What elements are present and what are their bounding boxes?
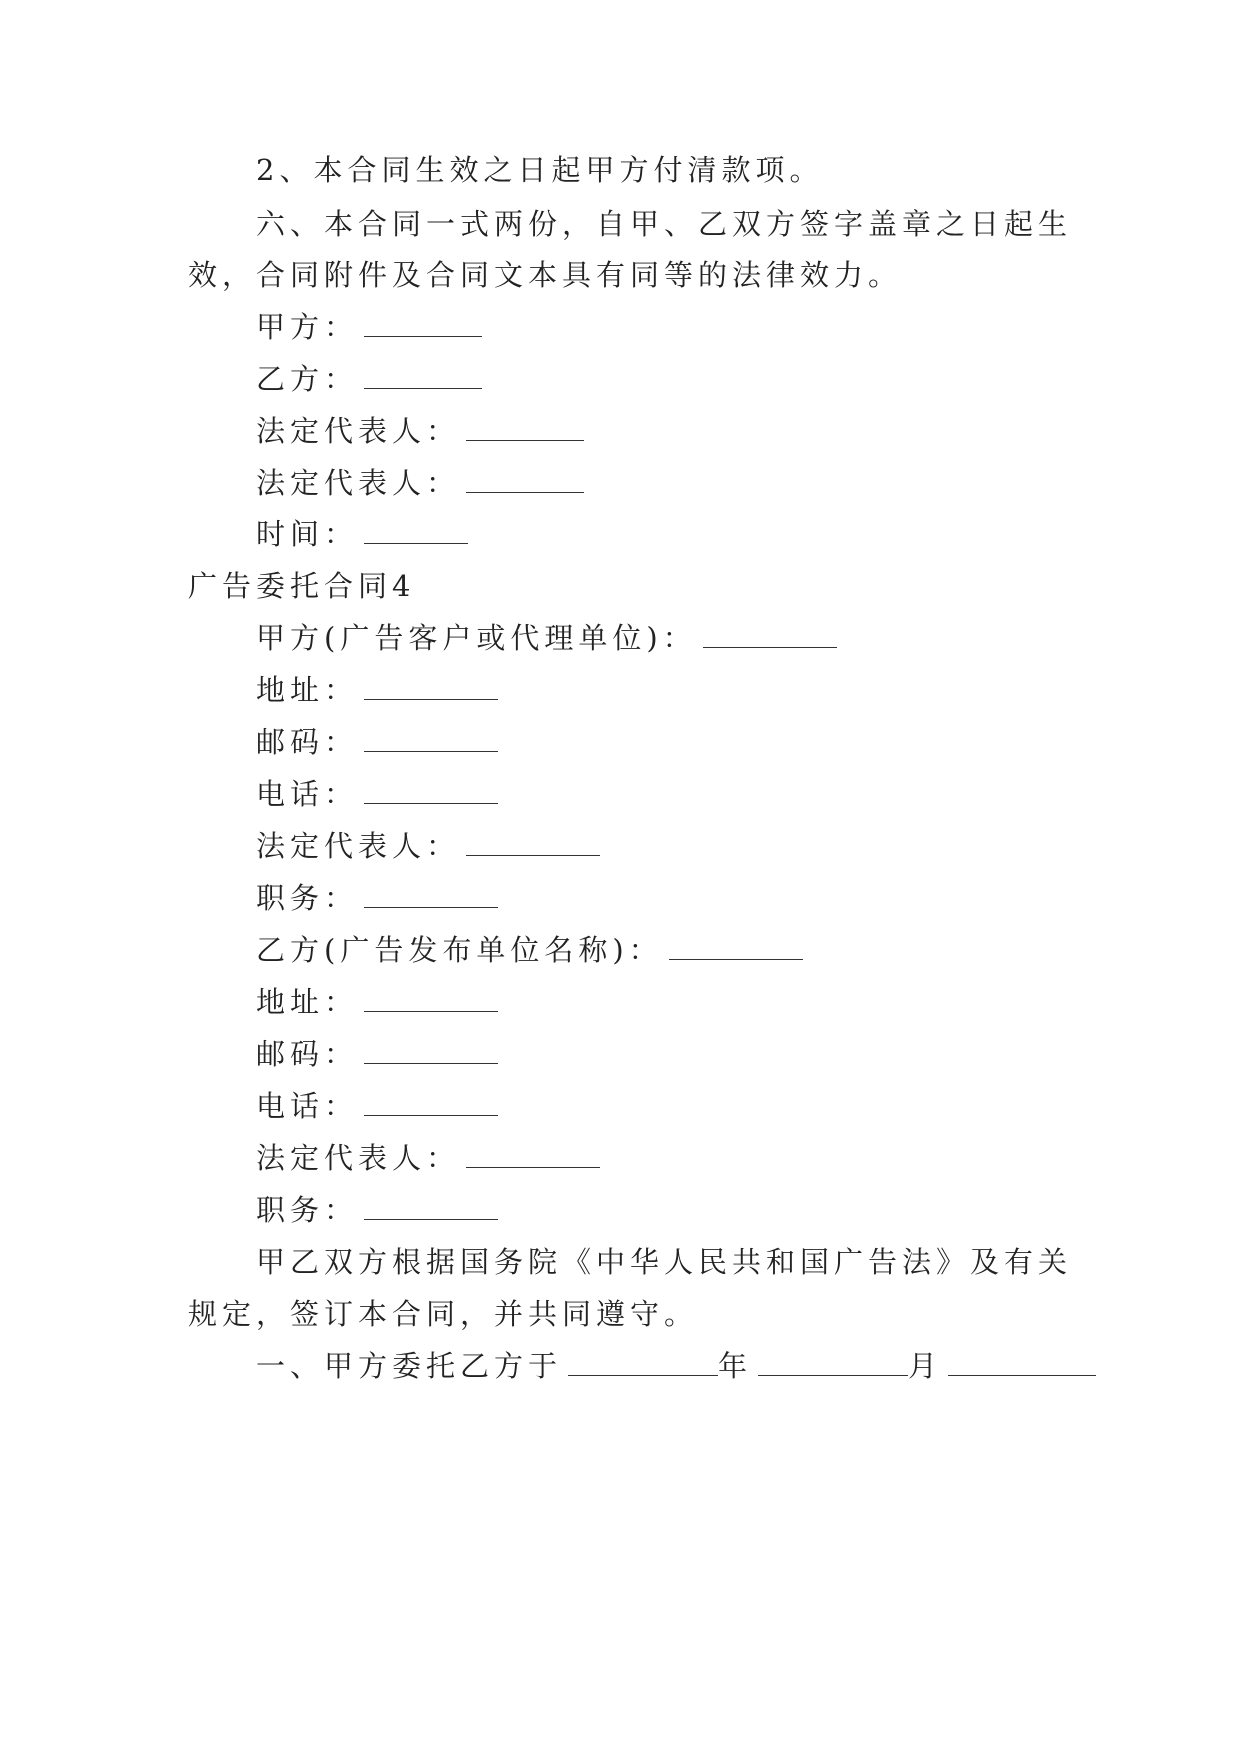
legal-rep-field-1 [0,411,1241,451]
blank-line [364,779,498,804]
heading-text: 广告委托合同4 [188,569,416,603]
field-label: 职务： [256,1193,359,1227]
field-label: 法定代表人： [256,1141,461,1175]
clause-2-payment [0,150,1241,190]
clause-text: 一、甲方委托乙方于 [256,1349,563,1383]
blank-line [466,831,600,856]
party-b-position-field [0,1190,1241,1230]
month-label: 月 [908,1349,943,1383]
date-field [0,514,1241,554]
party-b-legal-rep-field [0,1138,1241,1178]
blank-line [364,312,482,337]
field-label: 法定代表人： [256,414,461,448]
blank-line [758,1351,908,1376]
party-b-phone-field [0,1086,1241,1126]
blank-line [364,364,482,389]
blank-line [669,935,803,960]
legal-rep-field-2 [0,463,1241,503]
text-line: 2、本合同生效之日起甲方付清款项。 [256,153,824,187]
party-a-postcode-field [0,722,1241,762]
party-b-address-field [0,982,1241,1022]
text-line: 甲乙双方根据国务院《中华人民共和国广告法》及有关 [256,1245,1073,1279]
year-label: 年 [718,1349,753,1383]
field-label: 邮码： [256,725,359,759]
field-label: 法定代表人： [256,829,461,863]
party-a-position-field [0,878,1241,918]
blank-line [364,727,498,752]
blank-line [364,519,468,544]
blank-line [703,623,837,648]
blank-line [364,1091,498,1116]
party-a-name-field [0,618,1241,658]
field-label: 职务： [256,881,359,915]
blank-line [568,1351,718,1376]
preamble-line-2 [0,1294,1241,1334]
party-a-phone-field [0,774,1241,814]
field-label: 地址： [256,673,359,707]
clause-6-line-2 [0,255,1241,295]
field-label: 电话： [256,777,359,811]
party-a-address-field [0,670,1241,710]
clause-1-date-line [0,1346,1241,1386]
field-label: 时间： [256,517,359,551]
clause-6-line-1 [0,204,1241,244]
text-line: 效，合同附件及合同文本具有同等的法律效力。 [188,258,903,292]
field-label: 地址： [256,985,359,1019]
party-b-postcode-field [0,1034,1241,1074]
field-label: 甲方： [256,310,359,344]
blank-line [364,883,498,908]
field-label: 法定代表人： [256,466,461,500]
blank-line [466,1143,600,1168]
preamble-line-1 [0,1242,1241,1282]
party-b-signature-field [0,359,1241,399]
blank-line [466,468,584,493]
field-label: 乙方(广告发布单位名称)： [256,933,663,967]
blank-line [364,987,498,1012]
section-heading [0,566,1241,606]
blank-line [466,416,584,441]
field-label: 电话： [256,1089,359,1123]
field-label: 甲方(广告客户或代理单位)： [256,621,697,655]
text-line: 六、本合同一式两份，自甲、乙双方签字盖章之日起生 [256,207,1073,241]
field-label: 乙方： [256,362,359,396]
party-b-name-field [0,930,1241,970]
party-a-legal-rep-field [0,826,1241,866]
party-a-signature-field [0,307,1241,347]
blank-line [948,1351,1096,1376]
blank-line [364,1195,498,1220]
blank-line [364,1039,498,1064]
text-line: 规定，签订本合同，并共同遵守。 [188,1297,699,1331]
blank-line [364,675,498,700]
field-label: 邮码： [256,1037,359,1071]
